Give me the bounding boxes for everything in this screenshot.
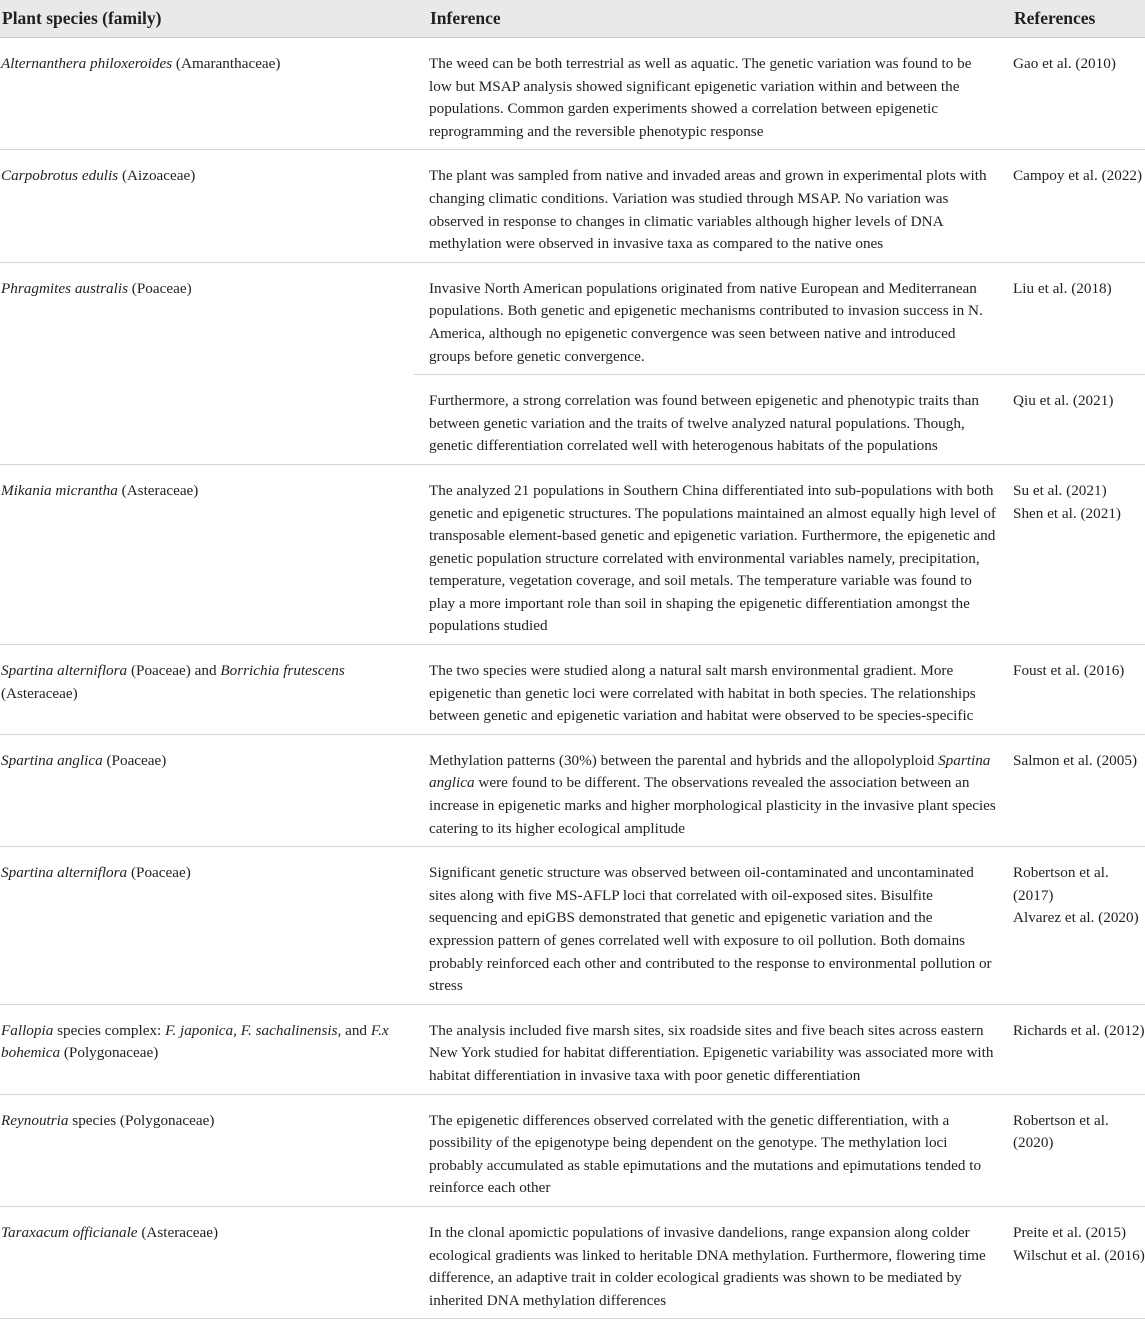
species-cell bbox=[0, 1094, 414, 1206]
reference-citation: Shen et al. (2021) bbox=[1013, 504, 1121, 522]
references-cell bbox=[1002, 734, 1145, 846]
table-row bbox=[0, 464, 1145, 644]
table-row bbox=[0, 645, 1145, 735]
species-text: species (Polygonaceae) bbox=[68, 1111, 215, 1129]
inference-italic: Spartina anglica bbox=[429, 751, 991, 792]
species-name-italic: Fallopia bbox=[1, 1021, 54, 1039]
species-cell bbox=[0, 375, 414, 465]
header-inference: Inference bbox=[414, 0, 1002, 38]
species-cell bbox=[0, 1004, 414, 1094]
inference-cell bbox=[414, 1094, 1002, 1206]
reference-citation: Gao et al. (2010) bbox=[1013, 55, 1116, 72]
species-name-italic: Spartina alterniflora bbox=[1, 662, 128, 680]
inference-cell bbox=[414, 262, 1002, 374]
inference-text: The analysis included five marsh sites, six roadside sites and five beach sites across eastern New York studied for habitat differentiation. Epigenetic variability was associated more with habitat differentiation in invasive taxa with poor genetic differentiation bbox=[429, 1021, 994, 1084]
references-cell bbox=[1002, 1094, 1145, 1206]
reference-citation: Robertson et al. (2020) bbox=[1013, 1111, 1109, 1152]
species-text: (Amaranthaceae) bbox=[172, 55, 281, 72]
references-cell bbox=[1002, 150, 1145, 262]
species-text: and bbox=[341, 1021, 371, 1039]
species-cell bbox=[0, 150, 414, 262]
species-name-italic: Reynoutria bbox=[1, 1111, 69, 1129]
inference-text: were found to be different. The observations revealed the association between an increase in epigenetic marks and higher morphological plasticity in the invasive plant species catering to its higher ecological amplitude bbox=[429, 774, 996, 837]
inference-cell bbox=[414, 150, 1002, 262]
species-name-italic: Phragmites australis bbox=[1, 279, 128, 297]
references-cell bbox=[1002, 262, 1145, 374]
reference-citation: Su et al. (2021) bbox=[1013, 481, 1107, 499]
inference-text: The plant was sampled from native and invaded areas and grown in experimental plots with changing climatic conditions. Variation was studied through MSAP. No variation was observed in response to changes in climatic variables although higher levels of DNA methylation were observed in invasive taxa as compared to the native ones bbox=[429, 167, 987, 253]
inference-cell bbox=[414, 1206, 1002, 1318]
reference-citation: Qiu et al. (2021) bbox=[1013, 392, 1114, 410]
species-name-italic: Borrichia frutescens bbox=[220, 662, 345, 680]
inference-text: The two species were studied along a natural salt marsh environmental gradient. More epigenetic than genetic loci were correlated with habitat in both species. The relationships between genetic and epigenetic variation and habitat were observed to be species-specific bbox=[429, 662, 976, 725]
header-row bbox=[0, 0, 1145, 38]
table-row bbox=[0, 1206, 1145, 1318]
inference-cell bbox=[414, 375, 1002, 465]
inference-cell bbox=[414, 645, 1002, 735]
inference-text: The epigenetic differences observed correlated with the genetic differentiation, with a possibility of the epigenotype being dependent on the genotype. The methylation loci probably accumulated as stable epimutations and the mutations and epimutations tended to reinforce each other bbox=[429, 1111, 982, 1197]
references-cell bbox=[1002, 1206, 1145, 1318]
references-cell bbox=[1002, 38, 1145, 150]
species-text: (Asteraceae) bbox=[137, 1223, 219, 1241]
species-name-italic: Taraxacum officianale bbox=[1, 1223, 138, 1241]
species-cell bbox=[0, 38, 414, 150]
table-row bbox=[0, 150, 1145, 262]
species-cell bbox=[0, 262, 414, 374]
inference-text: Methylation patterns (30%) between the parental and hybrids and the allopolyploid bbox=[429, 751, 939, 769]
table-row bbox=[0, 38, 1145, 150]
reference-citation: Liu et al. (2018) bbox=[1013, 279, 1112, 297]
species-text: (Poaceae) bbox=[127, 864, 191, 882]
inference-cell bbox=[414, 734, 1002, 846]
inference-cell bbox=[414, 1004, 1002, 1094]
species-text: (Polygonaceae) bbox=[60, 1044, 159, 1062]
species-name-italic: Spartina alterniflora bbox=[1, 864, 128, 882]
inference-text: In the clonal apomictic populations of invasive dandelions, range expansion along colder ecological gradients was linked to heritable DNA methylation. Furthermore, flowering time difference, an adaptive trait in colder ecological gradients was shown to be mediated by inherited DNA methylation differences bbox=[429, 1223, 986, 1309]
reference-citation: Alvarez et al. (2020) bbox=[1013, 909, 1139, 927]
reference-citation: Richards et al. (2012) bbox=[1013, 1021, 1145, 1039]
references-cell bbox=[1002, 645, 1145, 735]
reference-citation: Preite et al. (2015) bbox=[1013, 1223, 1127, 1241]
species-text: (Asteraceae) bbox=[117, 481, 199, 499]
reference-citation: Salmon et al. (2005) bbox=[1013, 751, 1138, 769]
inference-text: The analyzed 21 populations in Southern China differentiated into sub-populations with both genetic and epigenetic structures. The populations maintained an almost equally high level of transposable element-based genetic and epigenetic variation. Furthermore, the epigenetic and genetic population structure correlated with environmental variables namely, precipitation, temperature, vegetation coverage, and soil metals. The temperature variable was found to play a more important role than soil in shaping the epigenetic differentiation amongst the populations studied bbox=[429, 481, 996, 635]
table-row bbox=[0, 847, 1145, 1005]
species-name-italic: Spartina anglica bbox=[1, 751, 103, 769]
inference-cell bbox=[414, 38, 1002, 150]
inference-cell bbox=[414, 847, 1002, 1005]
inference-text: Furthermore, a strong correlation was found between epigenetic and phenotypic traits than between genetic variation and the traits of twelve analyzed natural populations. Though, genetic differentiation correlated well with heterogenous habitats of the populations bbox=[429, 392, 979, 455]
references-cell bbox=[1002, 1004, 1145, 1094]
header-references: References bbox=[1002, 0, 1145, 38]
table-row bbox=[0, 734, 1145, 846]
inference-text: Significant genetic structure was observed between oil-contaminated and uncontaminated sites along with five MS-AFLP loci that correlated with oil-exposed sites. Bisulfite sequencing and epiGBS demonstrated that genetic and epigenetic variation and the expression pattern of genes correlated well with exposure to oil pollution. Both domains probably reinforced each other and contributed to the response to environmental pollution or stress bbox=[429, 864, 992, 995]
table-row bbox=[0, 1004, 1145, 1094]
species-name-italic: Alternanthera philoxeroides bbox=[1, 55, 173, 72]
species-text: species complex: bbox=[53, 1021, 166, 1039]
species-cell bbox=[0, 645, 414, 735]
species-name-italic: F.x bohemica bbox=[1, 1021, 389, 1062]
table-row bbox=[0, 375, 1145, 465]
header-species: Plant species (family) bbox=[0, 0, 414, 38]
species-text: (Aizoaceae) bbox=[118, 167, 196, 185]
reference-citation: Wilschut et al. (2016) bbox=[1013, 1246, 1145, 1264]
references-cell bbox=[1002, 375, 1145, 465]
reference-citation: Campoy et al. (2022) bbox=[1013, 167, 1143, 185]
species-name-italic: Carpobrotus edulis bbox=[1, 167, 119, 185]
references-cell bbox=[1002, 464, 1145, 644]
species-name-italic: Mikania micrantha bbox=[1, 481, 118, 499]
table-body bbox=[0, 38, 1145, 1319]
table-row bbox=[0, 262, 1145, 374]
species-text: (Asteraceae) bbox=[1, 684, 78, 702]
species-text: (Poaceae) bbox=[102, 751, 167, 769]
inference-text: The weed can be both terrestrial as well as aquatic. The genetic variation was found to be low but MSAP analysis showed significant epigenetic variation within and between the populations. Common garden experiments showed a correlation between epigenetic reprogramming and the reversible phenotypic response bbox=[429, 55, 972, 140]
species-text: (Poaceae) bbox=[128, 279, 192, 297]
species-text: (Poaceae) and bbox=[127, 662, 221, 680]
inference-cell bbox=[414, 464, 1002, 644]
species-name-italic: F. japonica, F. sachalinensis, bbox=[165, 1021, 342, 1039]
reference-citation: Foust et al. (2016) bbox=[1013, 662, 1125, 680]
inference-text: Invasive North American populations originated from native European and Mediterranean populations. Both genetic and epigenetic mechanisms contributed to invasion success in N. America, although no epigenetic convergence was seen between native and introduced groups before genetic convergence. bbox=[429, 279, 983, 365]
references-cell bbox=[1002, 847, 1145, 1005]
table-row bbox=[0, 1094, 1145, 1206]
species-cell bbox=[0, 464, 414, 644]
species-cell bbox=[0, 1206, 414, 1318]
species-cell bbox=[0, 847, 414, 1005]
species-cell bbox=[0, 734, 414, 846]
reference-citation: Robertson et al. (2017) bbox=[1013, 864, 1109, 904]
